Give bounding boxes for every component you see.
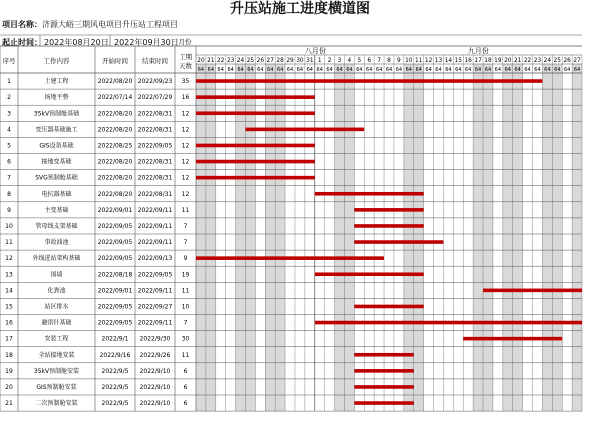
day-number: 64 (405, 67, 412, 73)
weekend-column (236, 64, 246, 411)
task-days: 9 (183, 255, 188, 263)
day-label: 12 (424, 58, 433, 64)
day-number: 64 (336, 67, 343, 73)
task-bar (315, 321, 582, 325)
task-start: 2022/08/20 (97, 158, 133, 166)
day-label: 2 (327, 58, 332, 64)
task-days: 16 (181, 94, 190, 102)
header-duration-line1: 工期 (179, 53, 192, 61)
task-name: 电抗器基础 (41, 190, 72, 198)
day-label: 7 (377, 58, 381, 64)
day-number: 64 (257, 67, 264, 73)
task-bar (354, 385, 413, 389)
task-end: 2022/9/30 (139, 335, 171, 343)
month-august: 八月份 (304, 47, 326, 55)
day-label: 26 (563, 58, 571, 64)
day-label: 22 (217, 58, 225, 64)
task-bar (354, 224, 423, 228)
day-number: 64 (217, 67, 224, 73)
weekend-column (552, 64, 562, 411)
project-name-label: 项目名称： (2, 20, 42, 29)
day-number: 64 (346, 67, 353, 73)
day-label: 23 (533, 58, 542, 64)
task-name: 管母线支架基础 (35, 222, 78, 230)
task-no: 20 (5, 383, 13, 391)
day-label: 27 (573, 58, 581, 64)
task-days: 7 (183, 319, 188, 327)
task-start: 2022/08/20 (97, 78, 133, 86)
task-no: 14 (5, 287, 13, 295)
header-duration-line2: 天数 (179, 62, 192, 70)
task-days: 6 (183, 400, 188, 408)
task-no: 12 (5, 255, 13, 263)
day-label: 16 (464, 58, 472, 64)
task-days: 7 (183, 239, 188, 247)
day-number: 64 (237, 67, 244, 73)
task-end: 2022/08/31 (137, 110, 173, 118)
day-label: 13 (434, 58, 443, 64)
day-number: 64 (316, 67, 323, 73)
task-start: 2022/09/05 (97, 222, 133, 230)
task-days: 7 (183, 222, 188, 230)
task-start: 2022/08/20 (97, 190, 133, 198)
task-start: 2022/09/01 (97, 206, 133, 214)
task-start: 2022/09/05 (97, 319, 133, 327)
weekend-column (483, 64, 493, 411)
task-days: 12 (181, 174, 190, 182)
day-number: 64 (425, 67, 432, 73)
day-label: 8 (387, 58, 391, 64)
task-bar (315, 272, 424, 276)
task-end: 2022/09/11 (137, 222, 173, 230)
day-label: 18 (484, 58, 492, 64)
day-number: 64 (276, 67, 284, 73)
task-days: 12 (181, 110, 190, 118)
task-days: 12 (181, 190, 190, 198)
day-label: 28 (276, 58, 284, 64)
day-label: 10 (405, 58, 413, 64)
task-start: 2022/08/20 (97, 174, 133, 182)
task-bar (315, 192, 424, 196)
task-no: 11 (5, 239, 13, 247)
day-label: 20 (197, 58, 205, 64)
task-start: 2022/08/25 (97, 142, 133, 150)
task-start: 2022/09/01 (97, 287, 133, 295)
day-label: 26 (256, 58, 265, 64)
day-number: 64 (366, 67, 373, 73)
day-label: 23 (226, 58, 235, 64)
task-no: 7 (7, 174, 11, 182)
header-end: 结束时间 (142, 57, 168, 65)
task-bar (196, 160, 315, 164)
day-number: 64 (554, 67, 561, 73)
task-end: 2022/9/10 (139, 383, 171, 391)
task-name: 站区排水 (44, 303, 69, 311)
task-no: 2 (7, 94, 11, 102)
day-label: 25 (246, 58, 255, 64)
task-end: 2022/09/05 (137, 142, 173, 150)
task-end: 2022/09/11 (137, 206, 173, 214)
day-number: 64 (415, 67, 422, 73)
period-start: 2022年08月20日 (44, 38, 109, 47)
task-bar (463, 337, 562, 341)
task-days: 19 (181, 271, 190, 279)
day-number: 64 (286, 67, 294, 73)
task-end: 2022/09/23 (137, 78, 173, 86)
day-label: 29 (286, 58, 294, 64)
task-no: 1 (7, 78, 11, 86)
task-name: 35kV预制舱基础 (33, 110, 80, 118)
day-label: 21 (207, 58, 215, 64)
task-no: 15 (5, 303, 13, 311)
day-number: 64 (435, 67, 442, 73)
task-name: 事故油池 (44, 239, 69, 247)
day-number: 64 (504, 67, 511, 73)
day-number: 64 (247, 67, 254, 73)
day-label: 24 (543, 58, 552, 64)
task-end: 2022/9/10 (139, 400, 171, 408)
day-label: 19 (494, 58, 502, 64)
day-number: 64 (573, 67, 581, 73)
task-no: 21 (5, 400, 13, 408)
day-number: 64 (375, 67, 383, 73)
task-end: 2022/08/31 (137, 158, 173, 166)
day-label: 4 (347, 58, 352, 64)
header-start: 开始时间 (102, 57, 128, 65)
weekend-column (206, 64, 216, 411)
task-end: 2022/09/13 (137, 255, 173, 263)
task-end: 2022/09/27 (137, 303, 173, 311)
task-days: 12 (181, 158, 190, 166)
day-number: 64 (514, 67, 521, 73)
task-days: 11 (181, 351, 190, 359)
task-no: 19 (5, 367, 13, 375)
day-number: 64 (524, 67, 531, 73)
day-label: 25 (553, 58, 561, 64)
task-end: 2022/09/11 (137, 287, 173, 295)
task-start: 2022/09/05 (97, 255, 133, 263)
task-days: 6 (183, 383, 188, 391)
task-start: 2022/9/1 (101, 335, 129, 343)
day-number: 64 (296, 67, 304, 73)
weekend-column (513, 64, 523, 411)
day-label: 6 (367, 58, 372, 64)
task-end: 2022/09/11 (137, 319, 173, 327)
task-bar (354, 208, 423, 212)
task-name: GIS预制舱安装 (36, 383, 77, 391)
day-label: 11 (414, 58, 423, 64)
day-number: 64 (484, 67, 492, 73)
weekend-column (503, 64, 513, 411)
weekend-column (265, 64, 275, 411)
task-days: 10 (181, 303, 190, 311)
task-bar (354, 353, 413, 357)
weekend-column (344, 64, 354, 411)
task-name: 二次预制舱安装 (35, 400, 78, 408)
task-name: 变压器基础施工 (35, 126, 78, 134)
day-number: 64 (455, 67, 462, 73)
task-no: 18 (5, 351, 13, 359)
task-name: 主变基础 (44, 206, 69, 214)
task-no: 17 (5, 335, 13, 343)
task-days: 35 (181, 78, 190, 86)
weekend-column (414, 64, 424, 411)
day-label: 17 (474, 58, 482, 64)
task-days: 11 (181, 287, 190, 295)
task-no: 4 (7, 126, 11, 134)
task-bar (354, 401, 413, 405)
task-start: 2022/9/16 (99, 351, 131, 359)
task-name: 全站接地安装 (38, 351, 75, 359)
task-name: 35kV预制舱安装 (33, 367, 80, 375)
task-bar (196, 176, 315, 180)
task-end: 2022/08/31 (137, 190, 173, 198)
period-end: 2022年09月30日 (114, 38, 179, 47)
day-label: 24 (236, 58, 245, 64)
task-end: 2022/09/11 (137, 239, 173, 247)
day-label: 3 (337, 58, 342, 64)
weekend-column (245, 64, 255, 411)
task-no: 13 (5, 271, 13, 279)
day-label: 31 (306, 58, 314, 64)
task-name: 围墙 (50, 271, 63, 279)
task-days: 12 (181, 142, 190, 150)
task-no: 5 (7, 142, 11, 150)
task-start: 2022/09/05 (97, 239, 133, 247)
task-start: 2022/9/5 (101, 400, 129, 408)
weekend-column (404, 64, 414, 411)
day-number: 64 (494, 67, 502, 73)
weekend-column (275, 64, 285, 411)
task-bar (354, 369, 413, 373)
task-end: 2022/07/29 (137, 94, 173, 102)
task-bar (354, 305, 423, 309)
period-label: 起止时间： (2, 38, 42, 47)
task-end: 2022/08/31 (137, 126, 173, 134)
task-end: 2022/9/10 (139, 367, 171, 375)
day-number: 64 (197, 67, 205, 73)
day-number: 64 (464, 67, 472, 73)
day-number: 64 (385, 67, 393, 73)
weekend-column (473, 64, 483, 411)
task-name: SVG预制舱基础 (35, 174, 78, 182)
task-bar (196, 79, 542, 83)
task-start: 2022/09/05 (97, 303, 133, 311)
day-label: 5 (357, 58, 362, 64)
day-number: 64 (227, 67, 234, 73)
task-no: 8 (7, 190, 11, 198)
month-september: 九月份 (467, 47, 489, 55)
task-start: 2022/08/20 (97, 110, 133, 118)
project-name: 济源大峪三期风电项目升压站工程项目 (42, 20, 178, 29)
task-bar (354, 240, 443, 244)
header-no: 序号 (2, 57, 16, 65)
task-bar (196, 111, 315, 115)
task-name: 接地变基础 (41, 158, 72, 166)
day-number: 64 (207, 67, 215, 73)
header-month: 月份 (178, 38, 192, 46)
task-bar (196, 95, 315, 99)
weekend-column (196, 64, 206, 411)
day-number: 64 (267, 67, 274, 73)
day-label: 1 (317, 58, 322, 64)
day-number: 64 (563, 67, 571, 73)
task-no: 10 (5, 222, 13, 230)
task-name: 场地平整 (44, 94, 69, 102)
day-number: 64 (395, 67, 403, 73)
task-days: 6 (183, 367, 188, 375)
task-bar (245, 128, 364, 132)
day-number: 64 (474, 67, 482, 73)
day-label: 30 (296, 58, 304, 64)
task-name: 土建工程 (44, 78, 69, 86)
task-end: 2022/09/05 (137, 271, 173, 279)
task-no: 3 (7, 110, 11, 118)
task-days: 11 (181, 206, 190, 214)
task-end: 2022/08/31 (137, 174, 173, 182)
task-days: 12 (181, 126, 190, 134)
task-start: 2022/9/5 (101, 367, 129, 375)
task-name: GIS设备基础 (39, 142, 74, 150)
task-days: 30 (181, 335, 190, 343)
day-label: 20 (504, 58, 512, 64)
task-name: 安装工程 (44, 335, 69, 343)
task-name: 外线进站架构基础 (32, 255, 81, 263)
weekend-column (335, 64, 345, 411)
day-number: 64 (445, 67, 452, 73)
day-number: 64 (326, 67, 333, 73)
task-bar (483, 289, 582, 293)
task-no: 16 (5, 319, 13, 327)
weekend-column (572, 64, 582, 411)
day-number: 64 (534, 67, 541, 73)
task-bar (196, 256, 384, 260)
task-start: 2022/07/14 (97, 94, 133, 102)
day-label: 9 (397, 58, 401, 64)
day-label: 21 (513, 58, 522, 64)
day-label: 22 (523, 58, 532, 64)
day-number: 64 (356, 67, 363, 73)
chart-title: 升压站施工进度横道图 (230, 1, 370, 17)
task-bar (196, 144, 315, 148)
header-task: 工作内容 (43, 57, 70, 65)
day-number: 64 (306, 67, 314, 73)
task-end: 2022/9/26 (139, 351, 171, 359)
task-start: 2022/08/20 (97, 126, 133, 134)
day-label: 14 (444, 58, 453, 64)
day-label: 15 (454, 58, 462, 64)
day-label: 27 (266, 58, 274, 64)
task-name: 避雷针基础 (41, 319, 72, 327)
task-no: 9 (7, 206, 11, 214)
day-number: 64 (544, 67, 551, 73)
task-start: 2022/08/18 (97, 271, 133, 279)
task-no: 6 (7, 158, 11, 166)
task-start: 2022/9/5 (101, 383, 129, 391)
task-name: 化粪池 (47, 287, 66, 295)
weekend-column (542, 64, 552, 411)
